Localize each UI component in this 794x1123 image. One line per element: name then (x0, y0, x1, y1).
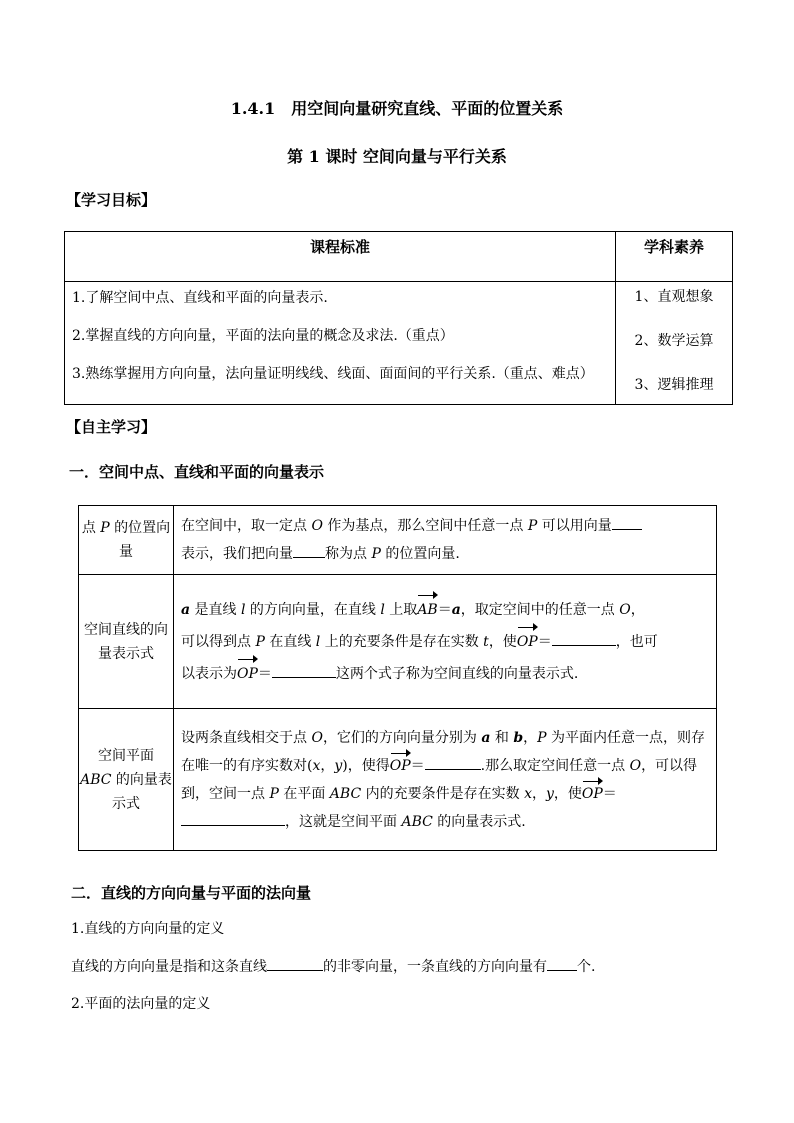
literacy-2: 2、数学运算 (634, 333, 714, 349)
literacy-3: 3、逻辑推理 (634, 377, 714, 393)
learning-goals-table (64, 231, 733, 405)
vector-ab: AB (417, 594, 437, 626)
direction-vector-definition: 直线的方向向量是指和这条直线 的非零向量，一条直线的方向向量有 个. (71, 956, 595, 976)
content-plane-vector: 设两条直线相交于点 O，它们的方向向量分别为 a 和 b，P 为平面内任意一点，则存在唯一的有序实数对(x，y)，使得OP＝ .那么取定空间任意一点 O，可以得到，空间一点 P 在平面 ABC 内的充要条件是存在实数 x，y，使OP＝，这就是空间平面 ABC 的向量表示式. (174, 709, 717, 851)
vector-op: OP (390, 752, 411, 780)
blank (612, 515, 642, 530)
standard-1: 1.了解空间中点、直线和平面的向量表示. (72, 290, 328, 306)
section-2-heading: 二．直线的方向向量与平面的法向量 (71, 884, 312, 902)
col-header-standard: 课程标准 (65, 232, 616, 282)
blank (293, 543, 325, 558)
blank (272, 663, 336, 678)
content-position-vector: 在空间中，取一定点 O 作为基点，那么空间中任意一点 P 可以用向量 表示，我们把向量 称为点 P 的位置向量. (174, 506, 717, 575)
blank (267, 956, 323, 971)
document-title: 1.4.1 用空间向量研究直线、平面的位置关系 (230, 99, 564, 118)
lesson-subtitle: 第 1 课时 空间向量与平行关系 (287, 147, 507, 166)
label-line-vector: 空间直线的向量表示式 (79, 575, 174, 709)
literacy-cell (616, 282, 733, 405)
standard-3: 3.熟练掌握用方向向量，法向量证明线线、线面、面面间的平行关系.（重点、难点） (72, 366, 594, 382)
blank (181, 811, 285, 826)
self-study-heading: 【自主学习】 (66, 418, 157, 436)
standards-cell (65, 282, 616, 405)
vector-op: OP (517, 626, 538, 658)
subheading-direction-vector: 1.直线的方向向量的定义 (71, 921, 225, 937)
subheading-normal-vector: 2.平面的法向量的定义 (71, 996, 211, 1012)
label-plane-vector: 空间平面 ABC 的向量表示式 (79, 709, 174, 851)
col-header-literacy: 学科素养 (616, 232, 733, 282)
blank (547, 956, 577, 971)
section-1-heading: 一．空间中点、直线和平面的向量表示 (69, 463, 325, 481)
blank (425, 755, 481, 770)
literacy-1: 1、直观想象 (634, 289, 714, 305)
vector-op: OP (582, 780, 603, 808)
label-position-vector: 点 P 的位置向量 (79, 506, 174, 575)
vector-op: OP (237, 658, 258, 690)
blank (552, 631, 616, 646)
content-line-vector: a 是直线 l 的方向向量，在直线 l 上取AB＝a，取定空间中的任意一点 O， 可以得到点 P 在直线 l 上的充要条件是存在实数 t，使OP＝ ，也可 以表示为OP＝ 这两个式子称为空间直线的向量表示式. (174, 575, 717, 709)
vector-representation-table (78, 505, 717, 851)
standard-2: 2.掌握直线的方向向量，平面的法向量的概念及求法.（重点） (72, 328, 454, 344)
goals-heading: 【学习目标】 (66, 191, 157, 209)
